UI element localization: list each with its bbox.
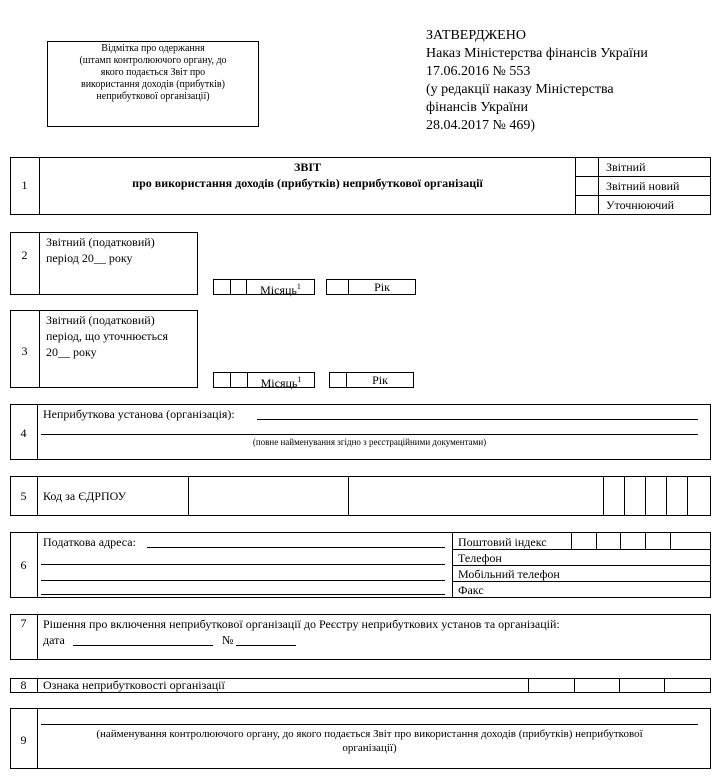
year-label: Рік <box>374 280 390 294</box>
controlling-authority-line[interactable] <box>41 724 698 725</box>
organization-line[interactable] <box>257 419 698 420</box>
section-7-number: 7 <box>20 616 27 630</box>
year-label: Рік <box>372 373 388 387</box>
phone-label: Телефон <box>458 551 502 565</box>
approval-line: (у редакції наказу Міністерства <box>426 82 614 97</box>
organization-note: (повне найменування згідно з реєстраційними документами) <box>252 437 487 447</box>
stamp-line: використання доходів (прибутків) <box>80 79 225 90</box>
section-5-number: 5 <box>20 489 27 503</box>
section-4-number: 4 <box>20 426 27 440</box>
stamp-line: Відмітка про одержання <box>101 43 205 54</box>
month-text: Місяць <box>260 283 297 297</box>
number-label: № <box>222 633 234 647</box>
period-label: Звітний (податковий) <box>46 313 155 327</box>
stamp-line: (штамп контролюючого органу, до <box>79 55 227 66</box>
type-clarifying[interactable]: Уточнюючий <box>606 198 675 212</box>
approval-line: фінансів України <box>426 100 528 115</box>
tax-address-line[interactable] <box>41 580 445 581</box>
month-label <box>247 373 315 390</box>
footnote-mark: 1 <box>297 375 302 384</box>
controlling-authority-note-line: організації) <box>342 742 397 754</box>
period-year: 20__ року <box>46 345 97 359</box>
footnote-mark: 1 <box>296 282 301 291</box>
stamp-line: неприбуткової організації) <box>96 91 210 102</box>
date-label: дата <box>43 633 65 647</box>
tax-address-line[interactable] <box>147 547 445 548</box>
approval-block <box>426 27 716 135</box>
report-title-sub: про використання доходів (прибутків) неприбуткової організації <box>132 176 483 190</box>
edrpou-label: Код за ЄДРПОУ <box>43 489 127 503</box>
section-1-number: 1 <box>21 178 28 192</box>
tax-address-line[interactable] <box>41 564 445 565</box>
period-year: період 20__ року <box>46 251 133 265</box>
month-label <box>246 280 315 297</box>
section-6-number: 6 <box>20 558 27 572</box>
number-line[interactable] <box>236 645 296 646</box>
controlling-authority-note <box>41 727 698 755</box>
section-9-number: 9 <box>20 733 27 747</box>
approval-line: 17.06.2016 № 553 <box>426 64 531 79</box>
section-8-number: 8 <box>20 678 27 692</box>
section-3-text <box>46 313 168 359</box>
nonprofit-sign-label: Ознака неприбутковості організації <box>43 678 225 692</box>
section-2-text <box>46 235 155 265</box>
mobile-phone-label: Мобільний телефон <box>458 567 560 581</box>
approval-title: ЗАТВЕРДЖЕНО <box>426 28 526 43</box>
fax-label: Факс <box>458 583 484 597</box>
tax-address-line[interactable] <box>41 594 445 595</box>
stamp-line: якого подається Звіт про <box>100 67 206 78</box>
postal-code-label: Поштовий індекс <box>458 535 547 549</box>
type-reporting[interactable]: Звітний <box>606 160 646 174</box>
section-3-number: 3 <box>21 344 28 358</box>
controlling-authority-note-line: (найменування контролюючого органу, до якого подається Звіт про використання доходів (прибутків) неприбуткової <box>96 728 643 740</box>
report-title <box>40 160 575 190</box>
registry-decision-label: Рішення про включення неприбуткової організації до Реєстру неприбуткових установ та організацій: <box>43 617 560 631</box>
report-title-main: ЗВІТ <box>293 160 321 174</box>
month-text: Місяць <box>260 376 298 390</box>
tax-address-label: Податкова адреса: <box>43 535 136 549</box>
approval-line: 28.04.2017 № 469) <box>426 118 536 133</box>
date-line[interactable] <box>73 645 213 646</box>
period-clarify: період, що уточнюється <box>46 329 168 343</box>
approval-line: Наказ Міністерства фінансів України <box>426 46 648 61</box>
type-reporting-new[interactable]: Звітний новий <box>606 179 680 193</box>
organization-label: Неприбуткова установа (організація): <box>43 407 235 421</box>
stamp-text <box>49 43 257 103</box>
organization-line-2[interactable] <box>41 434 698 435</box>
period-label: Звітний (податковий) <box>46 235 155 249</box>
section-2-number: 2 <box>21 248 28 262</box>
